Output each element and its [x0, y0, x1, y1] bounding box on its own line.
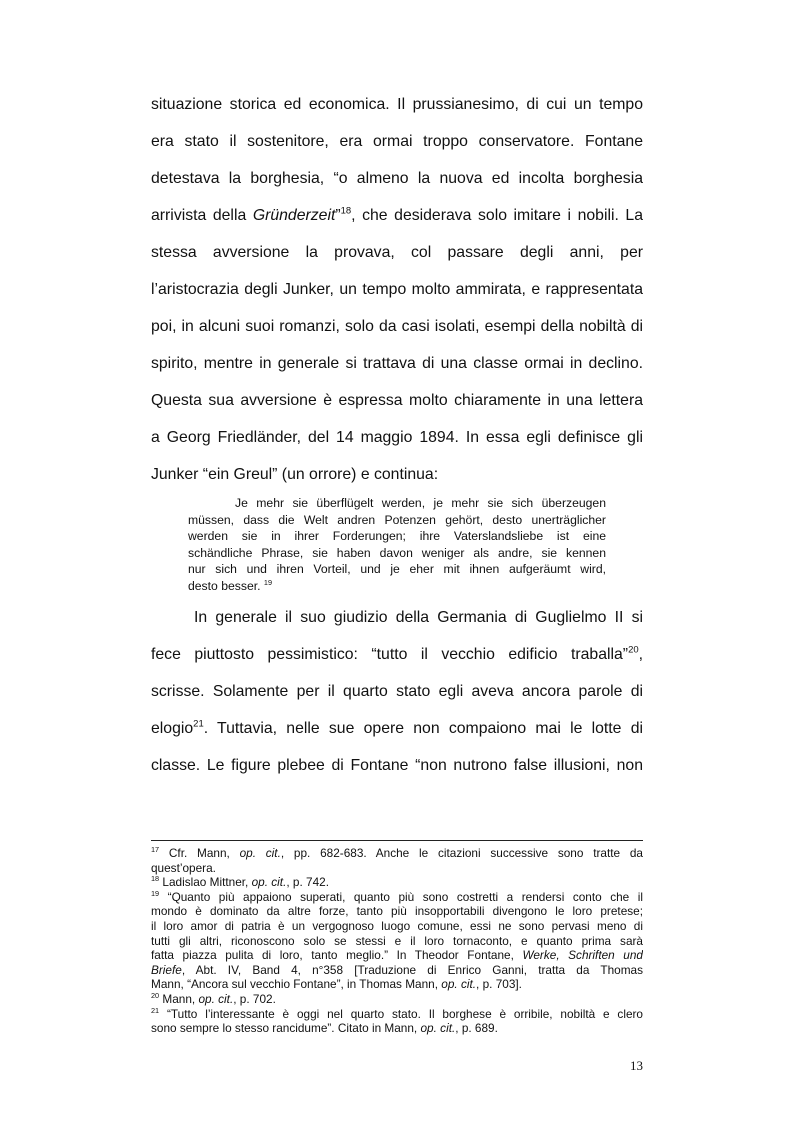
quote-line: schändliche Phrase, sie haben davon weniger als andre, sie kennen — [188, 545, 606, 560]
text-line — [151, 456, 643, 493]
italic-term: op. cit. — [239, 846, 281, 860]
italic-term: op. cit. — [198, 991, 234, 1006]
italic-term: op. cit. — [251, 875, 287, 890]
italic-term: Gründerzeit — [252, 207, 336, 224]
footnote-19-cont — [151, 977, 643, 992]
text-line — [151, 636, 643, 673]
text-span: situazione storica ed economica. Il prussianesimo, di cui un tempo — [151, 96, 643, 113]
text-line — [151, 271, 643, 308]
footnote-ref-19[interactable]: 19 — [263, 577, 273, 587]
text-line — [151, 234, 643, 271]
footnote-19 — [151, 890, 643, 905]
text-span: era stato il sostenitore, era ormai troppo conservatore. Fontane — [151, 133, 643, 150]
footnotes — [151, 846, 643, 1036]
quote-line: werden sie in ihrer Forderungen; ihre Vaterslandsliebe ist eine — [188, 529, 606, 544]
footnote-21-cont — [151, 1021, 643, 1036]
footnote-18 — [151, 875, 643, 890]
text-line: scrisse. Solamente per il quarto stato egli aveva ancora parole di — [151, 683, 643, 700]
text-span: elogio — [151, 720, 194, 737]
text-span: Mann, “Ancora sul vecchio Fontane”, in Thomas Mann, — [151, 977, 442, 992]
text-span: , p. 702. — [233, 991, 276, 1006]
page-number: 13 — [630, 1058, 643, 1073]
text-line: In generale il suo giudizio della Germania di Guglielmo II si — [194, 609, 643, 626]
text-span: , Abt. IV, Band 4, n°358 [Traduzione di Enrico Ganni, tratta da Thomas — [181, 962, 643, 977]
text-span: , p. 689. — [455, 1021, 498, 1036]
text-span: fatta piazza pulita di loro, tanto meglio.” In Theodor Fontane, — [151, 948, 523, 963]
footnote-ref-18[interactable]: 18 — [340, 205, 352, 217]
text-span: ” — [335, 207, 341, 224]
text-line — [151, 308, 643, 345]
text-span: l’aristocrazia degli Junker, un tempo molto ammirata, e rappresentata — [151, 281, 643, 298]
text-span: sono sempre lo stesso rancidume”. Citato in Mann, — [151, 1021, 421, 1036]
text-line — [151, 160, 643, 197]
text-span: stessa avversione la provava, col passare degli anni, per — [151, 244, 643, 261]
footnote-ref-20[interactable]: 20 — [628, 644, 639, 656]
footnote-number: 19 — [151, 889, 160, 898]
quote-line: Je mehr sie überflügelt werden, je mehr sie sich überzeugen — [235, 496, 606, 510]
footnote-19-cont — [151, 963, 643, 978]
text-span: fece piuttosto pessimistico: “tutto il vecchio edificio traballa” — [151, 646, 629, 663]
footnote-19-cont — [151, 948, 643, 963]
text-line — [151, 197, 643, 234]
footnote-17-cont: quest’opera. — [151, 860, 216, 875]
italic-title: Briefe — [151, 962, 182, 977]
text-line — [151, 123, 643, 160]
italic-term: op. cit. — [441, 977, 477, 992]
text-span: poi, in alcuni suoi romanzi, solo da casi isolati, esempi della nobiltà di — [151, 318, 643, 335]
text-span: arrivista della — [151, 207, 253, 224]
text-span: , che desiderava solo imitare i nobili. La — [351, 207, 643, 224]
italic-term: op. cit. — [420, 1021, 456, 1036]
text-span: Cfr. Mann, — [159, 846, 240, 860]
quote-line: müssen, dass die Welt andren Potenzen gehört, desto unerträglicher — [188, 512, 606, 527]
text-line — [151, 419, 643, 456]
text-span: , p. 742. — [286, 875, 329, 890]
footnote-ref-21[interactable]: 21 — [193, 718, 204, 730]
text-line — [151, 86, 643, 123]
text-span: , p. 703]. — [476, 977, 522, 992]
quote-line — [188, 578, 606, 595]
footnote-19-cont: tutti gli altri, riconoscono solo se stessi e il loro tornaconto, e quanto prima sarà — [151, 933, 643, 948]
footnote-number: 17 — [151, 846, 160, 855]
footnote-20 — [151, 992, 643, 1007]
quote-line: nur sich und ihren Vorteil, und je eher mit ihnen aufgeräumt wird, — [188, 562, 606, 577]
text-span: detestava la borghesia, “o almeno la nuova ed incolta borghesia — [151, 170, 643, 187]
text-line — [151, 710, 643, 747]
text-line — [151, 345, 643, 382]
text-line: classe. Le figure plebee di Fontane “non nutrono false illusioni, non — [151, 757, 643, 774]
text-span: Ladislao Mittner, — [159, 875, 252, 890]
footnote-divider — [151, 840, 643, 841]
text-span: spirito, mentre in generale si trattava di una classe ormai in declino. — [151, 355, 643, 372]
text-span: “Quanto più appaiono superati, quanto più sono costretti a rendersi conto che il — [159, 889, 643, 904]
text-line — [151, 382, 643, 419]
text-span: a Georg Friedländer, del 14 maggio 1894. In essa egli definisce gli — [151, 429, 643, 446]
footnote-number: 18 — [151, 875, 160, 884]
footnote-number: 20 — [151, 991, 160, 1001]
footnote-19-cont: il loro amor di patria è un vergognoso luogo comune, essi ne sono pervasi meno di — [151, 918, 643, 933]
body-paragraph-2 — [151, 599, 643, 784]
text-span: “Tutto l’interessante è oggi nel quarto stato. Il borghese è orribile, nobiltà e clero — [159, 1006, 643, 1021]
text-span: Mann, — [159, 991, 199, 1006]
text-span: , pp. 682-683. Anche le citazioni successive sono tratte da — [280, 846, 643, 860]
text-span: , — [638, 646, 643, 663]
document-page — [151, 0, 643, 1123]
block-quote — [188, 495, 606, 595]
text-span: Questa sua avversione è espressa molto chiaramente in una lettera — [151, 392, 643, 409]
italic-title: Werke, Schriften und — [522, 948, 643, 963]
footnote-19-cont: mondo è dominato da altre forze, tanto più insopportabili divengono le loro pretese; — [151, 904, 643, 919]
body-paragraph-1 — [151, 86, 643, 493]
footnote-21 — [151, 1007, 643, 1022]
text-span: desto besser. — [188, 578, 261, 593]
footnote-number: 21 — [151, 1006, 160, 1015]
footnote-17 — [151, 846, 643, 861]
text-span: Junker “ein Greul” (un orrore) e continua: — [151, 466, 439, 483]
text-span: . Tuttavia, nelle sue opere non compaiono mai le lotte di — [203, 720, 643, 737]
